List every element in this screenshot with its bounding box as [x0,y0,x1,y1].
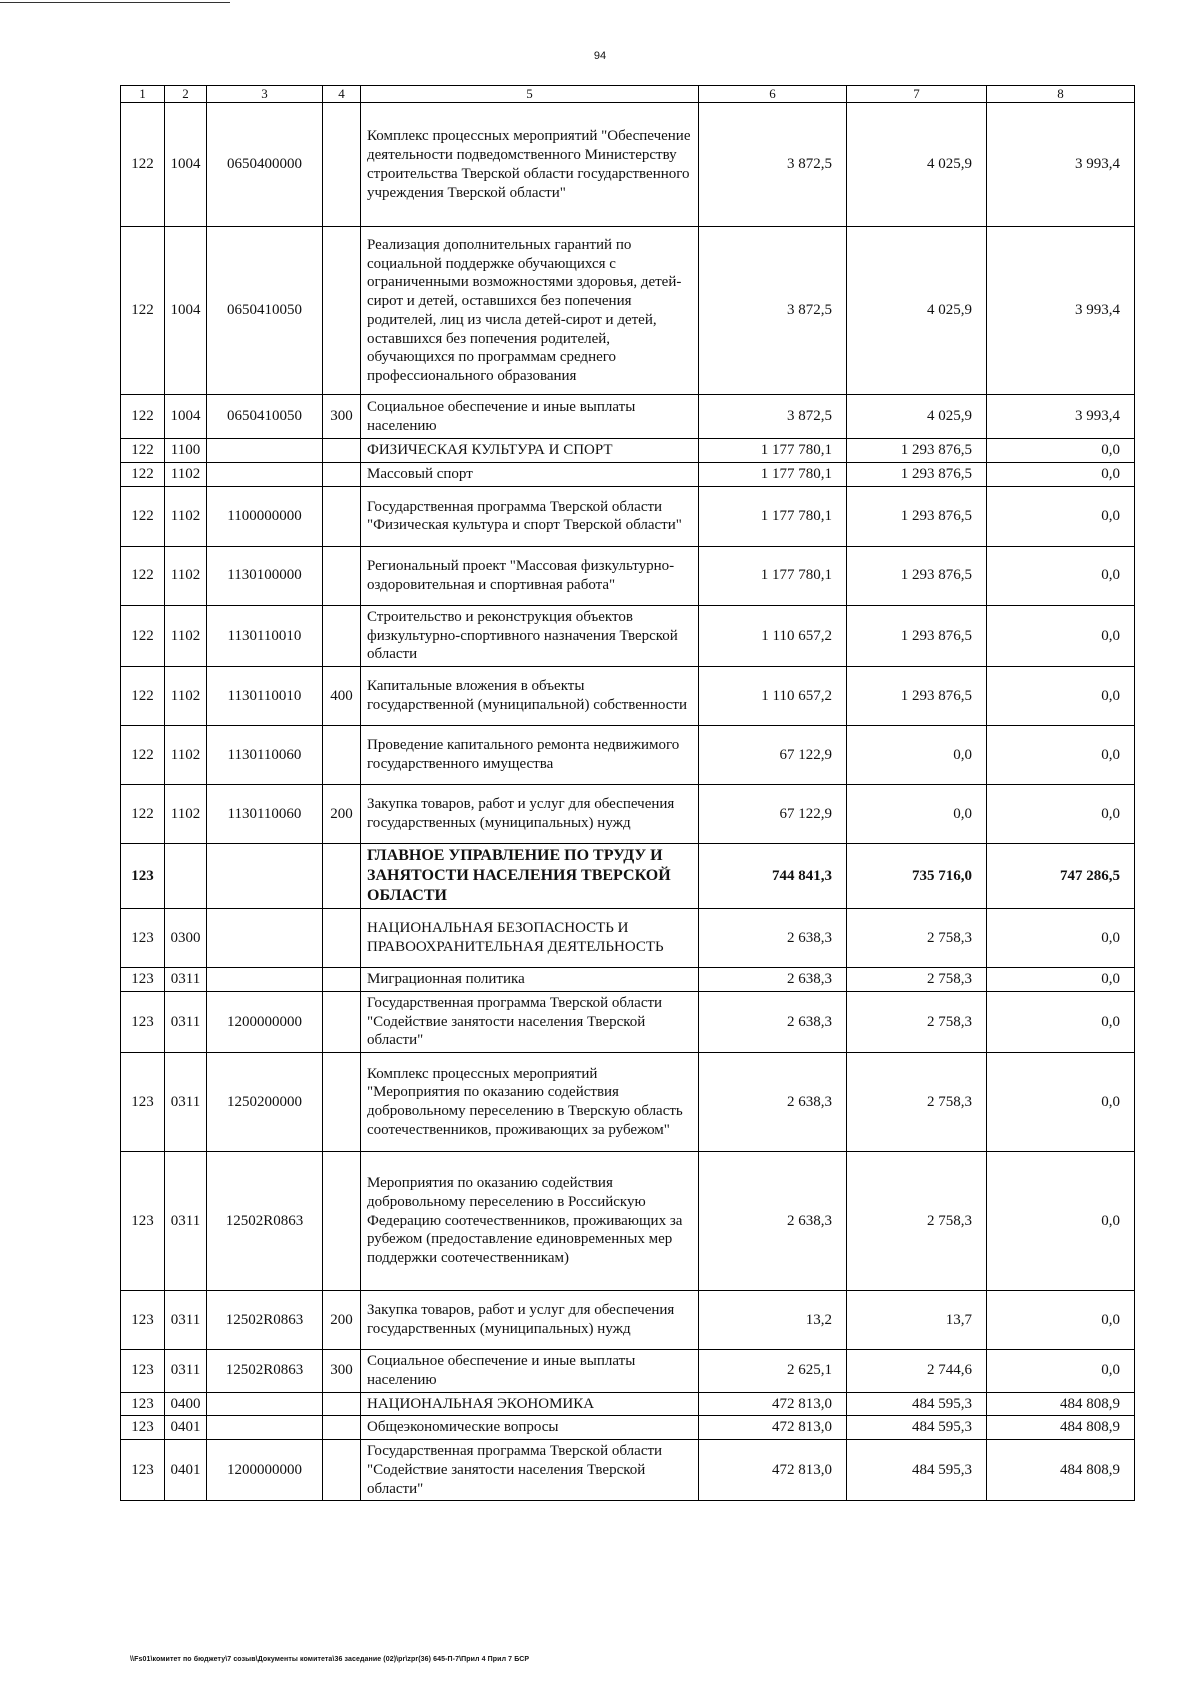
ministry-code-cell: 122 [121,439,165,463]
expense-type-cell [323,968,361,992]
amount-col7-cell: 2 758,3 [847,991,987,1052]
amount-col7-cell: 2 758,3 [847,1152,987,1291]
expense-type-cell: 200 [323,785,361,844]
table-row [121,1350,1135,1393]
ministry-code-cell: 123 [121,1440,165,1501]
amount-col6-cell: 2 625,1 [699,1350,847,1393]
target-article-cell [207,439,323,463]
section-code-cell: 1102 [165,546,207,605]
table-row [121,726,1135,785]
description-cell: Капитальные вложения в объекты государственной (муниципальной) собственности [361,667,699,726]
amount-col6-cell: 3 872,5 [699,395,847,439]
table-row [121,968,1135,992]
table-row [121,785,1135,844]
expense-type-cell [323,439,361,463]
ministry-code-cell: 123 [121,1291,165,1350]
table-row [121,463,1135,487]
amount-col6-cell: 472 813,0 [699,1392,847,1416]
amount-col6-cell: 13,2 [699,1291,847,1350]
amount-col8-cell: 0,0 [987,486,1135,546]
target-article-cell [207,909,323,968]
amount-col7-cell: 1 293 876,5 [847,605,987,666]
expense-type-cell [323,103,361,227]
target-article-cell: 1130100000 [207,546,323,605]
amount-col6-cell: 2 638,3 [699,1053,847,1152]
amount-col6-cell: 472 813,0 [699,1416,847,1440]
description-cell: Государственная программа Тверской области "Физическая культура и спорт Тверской области" [361,486,699,546]
amount-col6-cell: 67 122,9 [699,726,847,785]
ministry-code-cell: 122 [121,395,165,439]
amount-col8-cell: 3 993,4 [987,103,1135,227]
table-row [121,1291,1135,1350]
table-row [121,486,1135,546]
table-row [121,1440,1135,1501]
description-cell: Региональный проект "Массовая физкультурно-оздоровительная и спортивная работа" [361,546,699,605]
section-code-cell: 1100 [165,439,207,463]
expense-type-cell [323,605,361,666]
section-code-cell: 1004 [165,395,207,439]
amount-col6-cell: 2 638,3 [699,991,847,1052]
amount-col6-cell: 1 177 780,1 [699,463,847,487]
description-cell: Закупка товаров, работ и услуг для обеспечения государственных (муниципальных) нужд [361,785,699,844]
ministry-code-cell: 123 [121,1053,165,1152]
table-row [121,227,1135,395]
description-cell: Государственная программа Тверской области "Содействие занятости населения Тверской области" [361,1440,699,1501]
amount-col7-cell: 13,7 [847,1291,987,1350]
section-code-cell: 1004 [165,103,207,227]
page-number: 94 [593,50,607,62]
amount-col8-cell: 0,0 [987,1053,1135,1152]
table-row [121,991,1135,1052]
amount-col8-cell: 0,0 [987,726,1135,785]
amount-col7-cell: 735 716,0 [847,844,987,909]
section-code-cell: 0311 [165,1152,207,1291]
amount-col8-cell: 0,0 [987,1350,1135,1393]
amount-col8-cell: 0,0 [987,991,1135,1052]
description-cell: Закупка товаров, работ и услуг для обеспечения государственных (муниципальных) нужд [361,1291,699,1350]
ministry-code-cell: 123 [121,1416,165,1440]
section-code-cell: 0401 [165,1416,207,1440]
target-article-cell: 1250200000 [207,1053,323,1152]
target-article-cell: 1200000000 [207,991,323,1052]
description-cell: ФИЗИЧЕСКАЯ КУЛЬТУРА И СПОРТ [361,439,699,463]
ministry-code-cell: 122 [121,227,165,395]
description-cell: Миграционная политика [361,968,699,992]
description-cell: НАЦИОНАЛЬНАЯ БЕЗОПАСНОСТЬ И ПРАВООХРАНИТЕЛЬНАЯ ДЕЯТЕЛЬНОСТЬ [361,909,699,968]
target-article-cell: 12502R0863 [207,1350,323,1393]
amount-col6-cell: 1 110 657,2 [699,667,847,726]
section-code-cell: 1102 [165,605,207,666]
amount-col7-cell: 1 293 876,5 [847,546,987,605]
description-cell: Мероприятия по оказанию содействия добровольному переселению в Российскую Федерацию соотечественников, проживающих за рубежом (предоставление единовременных мер поддержки соотечественникам) [361,1152,699,1291]
section-code-cell: 0311 [165,1291,207,1350]
table-row [121,546,1135,605]
table-row [121,605,1135,666]
table-row [121,1416,1135,1440]
description-cell: ГЛАВНОЕ УПРАВЛЕНИЕ ПО ТРУДУ И ЗАНЯТОСТИ НАСЕЛЕНИЯ ТВЕРСКОЙ ОБЛАСТИ [361,844,699,909]
expense-type-cell [323,1392,361,1416]
amount-col6-cell: 2 638,3 [699,909,847,968]
description-cell: Общеэкономические вопросы [361,1416,699,1440]
description-cell: НАЦИОНАЛЬНАЯ ЭКОНОМИКА [361,1392,699,1416]
column-header: 1 [121,86,165,103]
table-row [121,667,1135,726]
section-code-cell: 0311 [165,1350,207,1393]
amount-col8-cell: 0,0 [987,909,1135,968]
amount-col8-cell: 3 993,4 [987,395,1135,439]
ministry-code-cell: 122 [121,463,165,487]
target-article-cell [207,968,323,992]
target-article-cell [207,463,323,487]
expense-type-cell [323,227,361,395]
ministry-code-cell: 122 [121,103,165,227]
amount-col6-cell: 1 177 780,1 [699,486,847,546]
expense-type-cell [323,1152,361,1291]
expense-type-cell: 200 [323,1291,361,1350]
target-article-cell: 1100000000 [207,486,323,546]
table-row [121,1152,1135,1291]
table-row [121,1392,1135,1416]
ministry-code-cell: 123 [121,1350,165,1393]
column-header: 8 [987,86,1135,103]
ministry-code-cell: 123 [121,968,165,992]
section-code-cell: 1102 [165,667,207,726]
ministry-code-cell: 122 [121,726,165,785]
amount-col8-cell: 484 808,9 [987,1392,1135,1416]
ministry-code-cell: 122 [121,605,165,666]
budget-table [120,85,1135,1501]
amount-col7-cell: 2 758,3 [847,1053,987,1152]
target-article-cell: 1130110060 [207,726,323,785]
section-code-cell: 0400 [165,1392,207,1416]
column-header: 6 [699,86,847,103]
amount-col8-cell: 0,0 [987,667,1135,726]
amount-col6-cell: 1 110 657,2 [699,605,847,666]
description-cell: Реализация дополнительных гарантий по социальной поддержке обучающихся с ограниченными возможностями здоровья, детей-сирот и детей, оставшихся без попечения родителей, лиц из числа детей-сирот и детей, оставшихся без попечения родителей, обучающихся по программам среднего профессионального образования [361,227,699,395]
amount-col8-cell: 747 286,5 [987,844,1135,909]
expense-type-cell [323,1053,361,1152]
amount-col7-cell: 4 025,9 [847,103,987,227]
amount-col7-cell: 2 758,3 [847,909,987,968]
scan-edge-line [0,2,230,3]
target-article-cell [207,1416,323,1440]
description-cell: Комплекс процессных мероприятий "Мероприятия по оказанию содействия добровольному переселению в Тверскую область соотечественников, проживающих за рубежом" [361,1053,699,1152]
target-article-cell: 1130110010 [207,605,323,666]
expense-type-cell: 300 [323,395,361,439]
amount-col7-cell: 4 025,9 [847,227,987,395]
expense-type-cell [323,546,361,605]
expense-type-cell [323,991,361,1052]
amount-col7-cell: 0,0 [847,785,987,844]
expense-type-cell [323,909,361,968]
amount-col7-cell: 0,0 [847,726,987,785]
amount-col7-cell: 1 293 876,5 [847,463,987,487]
amount-col7-cell: 1 293 876,5 [847,439,987,463]
amount-col8-cell: 0,0 [987,546,1135,605]
column-header: 3 [207,86,323,103]
section-code-cell: 1102 [165,726,207,785]
amount-col8-cell: 0,0 [987,1152,1135,1291]
target-article-cell: 0650400000 [207,103,323,227]
amount-col8-cell: 0,0 [987,785,1135,844]
expense-type-cell: 400 [323,667,361,726]
ministry-code-cell: 123 [121,844,165,909]
ministry-code-cell: 123 [121,1152,165,1291]
section-code-cell: 0311 [165,1053,207,1152]
amount-col8-cell: 0,0 [987,1291,1135,1350]
section-code-cell: 1102 [165,463,207,487]
section-code-cell: 1102 [165,785,207,844]
target-article-cell [207,1392,323,1416]
amount-col6-cell: 67 122,9 [699,785,847,844]
amount-col6-cell: 3 872,5 [699,103,847,227]
column-header: 2 [165,86,207,103]
target-article-cell: 0650410050 [207,227,323,395]
description-cell: Социальное обеспечение и иные выплаты населению [361,395,699,439]
amount-col8-cell: 3 993,4 [987,227,1135,395]
amount-col6-cell: 1 177 780,1 [699,546,847,605]
amount-col8-cell: 484 808,9 [987,1416,1135,1440]
amount-col7-cell: 484 595,3 [847,1440,987,1501]
ministry-code-cell: 122 [121,785,165,844]
ministry-code-cell: 123 [121,991,165,1052]
file-path-footer: \\Fs01\комитет по бюджету\7 созыв\Документы комитета\36 заседание (02)\pr\zpr(36) 645-П-7\Прил 4 Прил 7 БСР [130,1656,530,1663]
expense-type-cell [323,726,361,785]
amount-col7-cell: 484 595,3 [847,1392,987,1416]
description-cell: Государственная программа Тверской области "Содействие занятости населения Тверской области" [361,991,699,1052]
amount-col6-cell: 472 813,0 [699,1440,847,1501]
table-row [121,844,1135,909]
expense-type-cell [323,1440,361,1501]
target-article-cell [207,844,323,909]
amount-col8-cell: 0,0 [987,463,1135,487]
target-article-cell: 0650410050 [207,395,323,439]
amount-col7-cell: 1 293 876,5 [847,486,987,546]
expense-type-cell [323,1416,361,1440]
ministry-code-cell: 123 [121,909,165,968]
amount-col7-cell: 1 293 876,5 [847,667,987,726]
section-code-cell: 1004 [165,227,207,395]
table-row [121,909,1135,968]
table-row [121,395,1135,439]
target-article-cell: 1130110060 [207,785,323,844]
amount-col6-cell: 2 638,3 [699,968,847,992]
target-article-cell: 12502R0863 [207,1291,323,1350]
amount-col7-cell: 2 744,6 [847,1350,987,1393]
target-article-cell: 1200000000 [207,1440,323,1501]
target-article-cell: 1130110010 [207,667,323,726]
section-code-cell [165,844,207,909]
ministry-code-cell: 122 [121,486,165,546]
description-cell: Строительство и реконструкция объектов физкультурно-спортивного назначения Тверской области [361,605,699,666]
amount-col6-cell: 3 872,5 [699,227,847,395]
ministry-code-cell: 122 [121,667,165,726]
table-row [121,1053,1135,1152]
amount-col7-cell: 4 025,9 [847,395,987,439]
column-header: 4 [323,86,361,103]
amount-col6-cell: 2 638,3 [699,1152,847,1291]
section-code-cell: 0401 [165,1440,207,1501]
amount-col8-cell: 484 808,9 [987,1440,1135,1501]
amount-col8-cell: 0,0 [987,968,1135,992]
column-header: 7 [847,86,987,103]
description-cell: Социальное обеспечение и иные выплаты населению [361,1350,699,1393]
amount-col8-cell: 0,0 [987,439,1135,463]
amount-col8-cell: 0,0 [987,605,1135,666]
amount-col7-cell: 2 758,3 [847,968,987,992]
amount-col6-cell: 744 841,3 [699,844,847,909]
expense-type-cell [323,844,361,909]
table-row [121,439,1135,463]
ministry-code-cell: 122 [121,546,165,605]
description-cell: Массовый спорт [361,463,699,487]
section-code-cell: 0311 [165,991,207,1052]
amount-col7-cell: 484 595,3 [847,1416,987,1440]
ministry-code-cell: 123 [121,1392,165,1416]
description-cell: Комплекс процессных мероприятий "Обеспечение деятельности подведомственного Министерству строительства Тверской области государственного учреждения Тверской области" [361,103,699,227]
table-row [121,103,1135,227]
section-code-cell: 0311 [165,968,207,992]
column-header: 5 [361,86,699,103]
section-code-cell: 1102 [165,486,207,546]
expense-type-cell [323,463,361,487]
description-cell: Проведение капитального ремонта недвижимого государственного имущества [361,726,699,785]
column-number-row [121,86,1135,103]
expense-type-cell [323,486,361,546]
target-article-cell: 12502R0863 [207,1152,323,1291]
expense-type-cell: 300 [323,1350,361,1393]
section-code-cell: 0300 [165,909,207,968]
amount-col6-cell: 1 177 780,1 [699,439,847,463]
